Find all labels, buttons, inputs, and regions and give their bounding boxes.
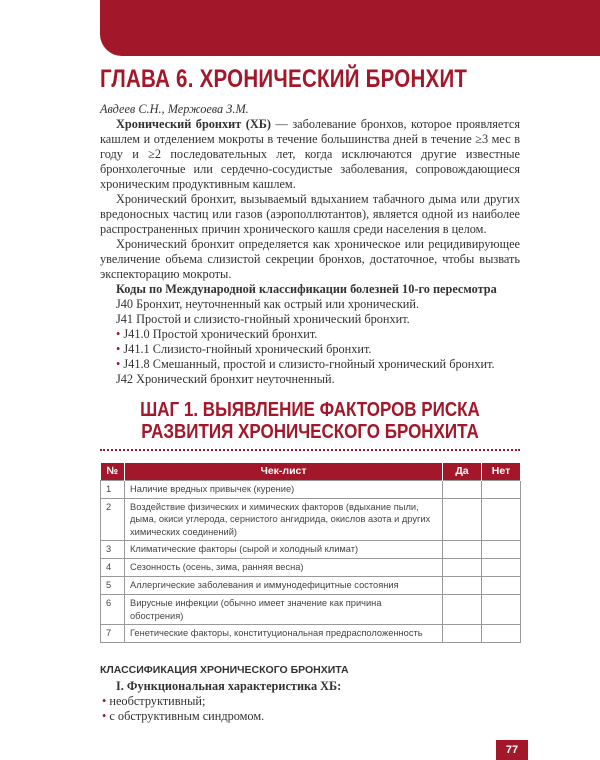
yes-cell[interactable] [443, 480, 482, 498]
classification-list [100, 679, 520, 724]
row-text: Вирусные инфекции (обычно имеет значение как причина обострения) [125, 595, 443, 625]
row-text: Аллергические заболевания и иммунодефицитные состояния [125, 577, 443, 595]
table-row [101, 480, 521, 498]
yes-cell[interactable] [443, 541, 482, 559]
row-text: Воздействие физических и химических факторов (вдыхание пыли, дыма, окиси углерода, сернистого ангидрида, окислов азота и других химических соединений) [125, 498, 443, 541]
col-number: № [101, 463, 125, 480]
row-number: 3 [101, 541, 125, 559]
row-number: 6 [101, 595, 125, 625]
icd-item: • J41.1 Слизисто-гнойный хронический бронхит. [100, 342, 520, 357]
no-cell[interactable] [482, 595, 521, 625]
chapter-title: ГЛАВА 6. ХРОНИЧЕСКИЙ БРОНХИТ [100, 65, 468, 93]
yes-cell[interactable] [443, 595, 482, 625]
icd-item: J42 Хронический бронхит неуточненный. [116, 372, 335, 386]
classification-item: • с обструктивным синдромом. [102, 709, 520, 724]
yes-cell[interactable] [443, 498, 482, 541]
row-number: 1 [101, 480, 125, 498]
intro-paragraph [100, 117, 520, 192]
table-row [101, 625, 521, 643]
yes-cell[interactable] [443, 625, 482, 643]
paragraph-3: Хронический бронхит определяется как хроническое или рецидивирующее увеличение объема слизистой секреции бронхов, достаточное, чтобы вызвать экспекторацию мокроты. [100, 237, 520, 281]
row-number: 4 [101, 559, 125, 577]
row-number: 2 [101, 498, 125, 541]
row-text: Сезонность (осень, зима, ранняя весна) [125, 559, 443, 577]
dotted-divider [100, 449, 520, 451]
table-row [101, 541, 521, 559]
definition: — заболевание бронхов, которое проявляется кашлем и отделением мокроты в течение большинства дней в течение ≥3 мес в году и ≥2 последовательных лет, когда исключаются другие известные бронхолегочные или сердечно-сосудистые заболевания, сопровождающиеся хроническим продуктивным кашлем. [100, 117, 520, 191]
table-header [101, 463, 521, 480]
icd-heading: Коды по Международной классификации болезней 10-го пересмотра [116, 282, 497, 296]
term: Хронический бронхит (ХБ) [116, 117, 272, 131]
no-cell[interactable] [482, 577, 521, 595]
body-text [100, 102, 520, 387]
step-title: ШАГ 1. ВЫЯВЛЕНИЕ ФАКТОРОВ РИСКА РАЗВИТИЯ ХРОНИЧЕСКОГО БРОНХИТА [140, 399, 480, 443]
no-cell[interactable] [482, 480, 521, 498]
page-column [100, 0, 520, 734]
col-checklist: Чек-лист [125, 463, 443, 480]
paragraph-2: Хронический бронхит, вызываемый вдыханием табачного дыма или других вредоносных частиц или газов (аэрополлютантов), является одной из наиболее распространенных причин хронического кашля среди населения в целом. [100, 192, 520, 236]
no-cell[interactable] [482, 559, 521, 577]
table-row [101, 559, 521, 577]
table-row [101, 577, 521, 595]
row-text: Генетические факторы, конституциональная предрасположенность [125, 625, 443, 643]
col-yes: Да [443, 463, 482, 480]
row-text: Наличие вредных привычек (курение) [125, 480, 443, 498]
table-row [101, 498, 521, 541]
no-cell[interactable] [482, 541, 521, 559]
classification-item: • необструктивный; [102, 694, 520, 709]
yes-cell[interactable] [443, 577, 482, 595]
row-text: Климатические факторы (сырой и холодный климат) [125, 541, 443, 559]
icd-item: • J41.0 Простой хронический бронхит. [100, 327, 520, 342]
authors: Авдеев С.Н., Мержоева З.М. [100, 102, 249, 116]
no-cell[interactable] [482, 498, 521, 541]
row-number: 5 [101, 577, 125, 595]
page-number: 77 [496, 740, 528, 760]
classification-sub: I. Функциональная характеристика ХБ: [116, 679, 342, 693]
icd-item: • J41.8 Смешанный, простой и слизисто-гнойный хронический бронхит. [100, 357, 520, 372]
table-row [101, 595, 521, 625]
checklist-table [100, 463, 521, 643]
col-no: Нет [482, 463, 521, 480]
icd-item: J40 Бронхит, неуточненный как острый или хронический. [116, 297, 420, 311]
yes-cell[interactable] [443, 559, 482, 577]
no-cell[interactable] [482, 625, 521, 643]
icd-item: J41 Простой и слизисто-гнойный хронический бронхит. [116, 312, 410, 326]
classification-heading: КЛАССИФИКАЦИЯ ХРОНИЧЕСКОГО БРОНХИТА [100, 664, 349, 676]
row-number: 7 [101, 625, 125, 643]
